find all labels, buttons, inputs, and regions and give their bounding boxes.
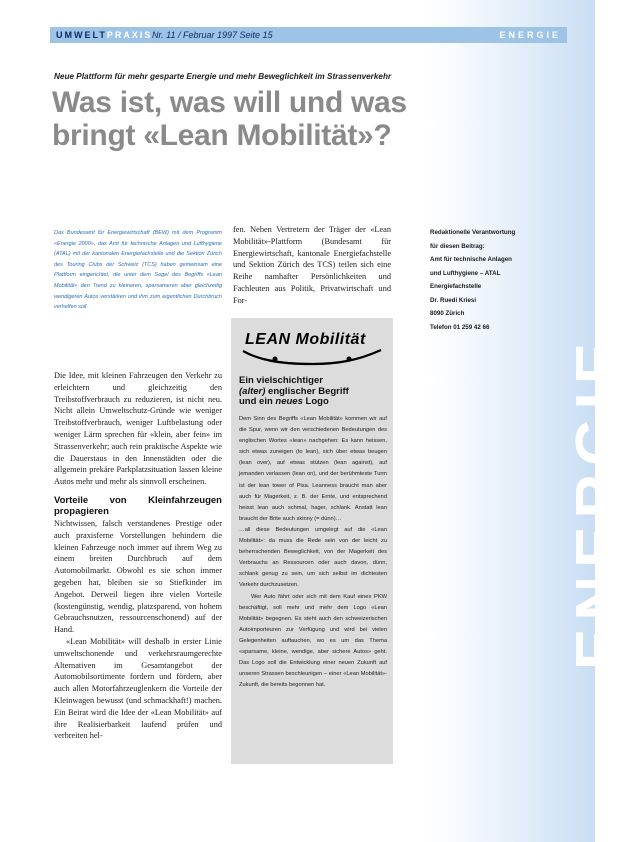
credit-line: und Lufthygiene – ATAL	[430, 269, 501, 277]
sidebar-box	[231, 318, 393, 764]
credit-line: 8090 Zürich	[430, 310, 465, 317]
credit-line: Telefon 01 259 42 66	[430, 323, 490, 331]
credit-line: Redaktionelle Verantwortung	[430, 229, 516, 236]
article-column-1	[54, 370, 222, 742]
article-column-2	[233, 224, 391, 307]
lead-paragraph: Das Bundesamt für Energiewirtschaft (BEW) mit dem Programm «Energie 2000», das Amt für technische Anlagen und Lufthygiene (ATAL) mit der kantonalen Energiefachstelle und die Sektion Zürich des Touring Clubs der Schweiz (TCS) haben gemeinsam eine Plattform eingerichtet, die unter dem Segel des Begriffs «Lean Mobilität» den Trend zu kleineren, sparsameren aber gleichzeitig wendigeren Autos verstärken und ihm zum eigentlichen Durchbruch verhelfen soll.	[54, 230, 222, 311]
section-watermark	[455, 334, 633, 840]
brand-part1: UMWELT	[56, 30, 107, 40]
sidebar-body	[239, 414, 387, 691]
issue-info: Nr. 11 / Februar 1997 Seite 15	[152, 30, 273, 40]
credit-line: Amt für technische Anlagen	[430, 256, 512, 263]
sidebar-paragraph: …all diese Bedeutungen umgelegt auf die «Lean Mobilität»: da muss die Rede sein von der leicht zu beherrschenden Beweglichkeit, von der Magerkeit des Verbrauchs an Ressourcen oder auch davon, dünn, schlank genug zu sein, um sich selbst im dichtesten Verkehr durchzusetzen.	[239, 526, 387, 589]
credit-line: Energiefachstelle	[430, 283, 482, 290]
body-paragraph: Die Idee, mit kleinen Fahrzeugen den Verkehr zu erleichtern und gleichzeitig den Treibstoffverbrauch zu reduzieren, ist nicht neu. Nicht allein Umweltschutz-Gründe wie weniger Treibstoffverbrauch, weniger Luftbelastung oder weniger Lärm sprechen für «klein, aber fein» im Strassenverkehr; auch rein praktische Aspekte wie die Dauerstaus in den Innenstädten oder die allgemein prekäre Parkplatzsituation lassen kleine Autos mehr und mehr als sinnvoll erscheinen.	[54, 371, 222, 487]
body-paragraph: «Lean Mobilität» will deshalb in erster Linie umweltschonende und verkehrsraumgerechte Alternativen im Gesamtangebot der Automobilsortimente fordern und fördern, aber auch allen Motorfahrzeuglenkern die Vorteile der Kleinwagen bewusst (und schmackhaft!) machen. Ein Beirat wird die Idee der «Lean Mobilität» auf ihre Realisierbarkeit laufend prüfen und verbreiten hel-	[54, 636, 222, 741]
logo-swoosh-icon	[243, 350, 381, 364]
logo-wheel-icon	[347, 357, 352, 362]
sidebar-title	[239, 376, 387, 408]
sidebar-title-line: Ein vielschichtiger	[239, 375, 323, 386]
body-paragraph: fen. Neben Vertretern der Träger der «Lean Mobilität»-Plattform (Bundesamt für Energiewirtschaft, kantonale Energiefachstelle und Sektion Zürich des TCS) teilen sich eine Reihe namhafter Persönlichkeiten und Fachleuten aus Politik, Privatwirtschaft und For-	[233, 225, 391, 305]
sidebar-paragraph: Dem Sinn des Begriffs «Lean Mobilität» kommen wir auf die Spur, wenn wir den verschiedenen Bedeutungen des englischen Wortes «lean» nachgehen: Es kann heissen, sich etwas zuneigen (to lean), sich über etwas beugen (lean over), auf etwas stützen (lean against), auf jemanden verlassen (lean on), und der berühmteste Turm ist der lean tower of Pisa. Leanness braucht man aber auch für Magerkeit, z. B. der Ernte, und entsprechend heisst lean auch schmal, hager, schlank. Anstatt lean braucht der Brite auch skinny (= dünn)…	[239, 416, 387, 522]
sidebar-paragraph: Wer Auto fährt oder sich mit dem Kauf eines PKW beschäftigt, soll mehr und mehr dem Logo «Lean Mobilität» begegnen. Es steht auch den schweizerischen Autoimporteuren zur Verfügung und wird bei vielen Gelegenheiten auftauchen, wo es um das Thema «sparsame, kleine, wendige, aber sichere Autos» geht. Das Logo soll die Entwicklung einer neuen Zukunft auf unseren Strassen beschleunigen – einer «Lean Mobilität»-Zukunft, die bereits begonnen hat.	[239, 593, 387, 689]
body-paragraph: Nichtwissen, falsch verstandenes Prestige oder auch praxisferne Vorstellungen behindern die kleinen Fahrzeuge noch immer auf ihrem Weg zu einem breiten Durchbruch auf dem Automobilmarkt. Obwohl es sie schon immer gegeben hat, bleiben sie so Stiefkinder im Angebot. Derweil liegen ihre vielen Vorteile (kostengünstig, wendig, platzsparend, von hohem Gebrauchsnutzen, ressourcenschonend) auf der Hand.	[54, 518, 222, 635]
subheading: Vorteile von Kleinfahrzeugen propagieren	[54, 494, 222, 517]
title-emphasis: neues	[275, 396, 303, 407]
logo-graphic	[239, 324, 385, 368]
editorial-credit	[430, 226, 555, 334]
section-tag: ENERGIE	[499, 30, 561, 40]
title-text: Logo	[302, 396, 329, 407]
publication-brand	[56, 27, 152, 43]
header-bar	[50, 27, 567, 43]
logo-text: LEAN Mobilität	[245, 331, 366, 348]
logo-wheel-icon	[273, 357, 278, 362]
headline-line-1: Was ist, was will und was	[52, 86, 407, 119]
page-title	[52, 86, 472, 152]
credit-line: für diesen Beitrag:	[430, 242, 485, 250]
credit-line: Dr. Ruedi Kriesi	[430, 296, 477, 304]
headline-line-2: bringt «Lean Mobilität»?	[52, 119, 392, 152]
title-text: englischer Begriff	[265, 385, 349, 397]
lean-mobilitaet-logo	[239, 324, 385, 368]
kicker: Neue Plattform für mehr gesparte Energie und mehr Beweglichkeit im Strassenverkehr	[54, 72, 392, 81]
vertical-word-text: ENERGIE	[564, 334, 633, 670]
title-text: und ein	[239, 396, 276, 407]
brand-part2: PRAXIS	[106, 30, 153, 40]
title-emphasis: (alter)	[239, 385, 266, 397]
sidebar-title-line	[239, 397, 387, 408]
